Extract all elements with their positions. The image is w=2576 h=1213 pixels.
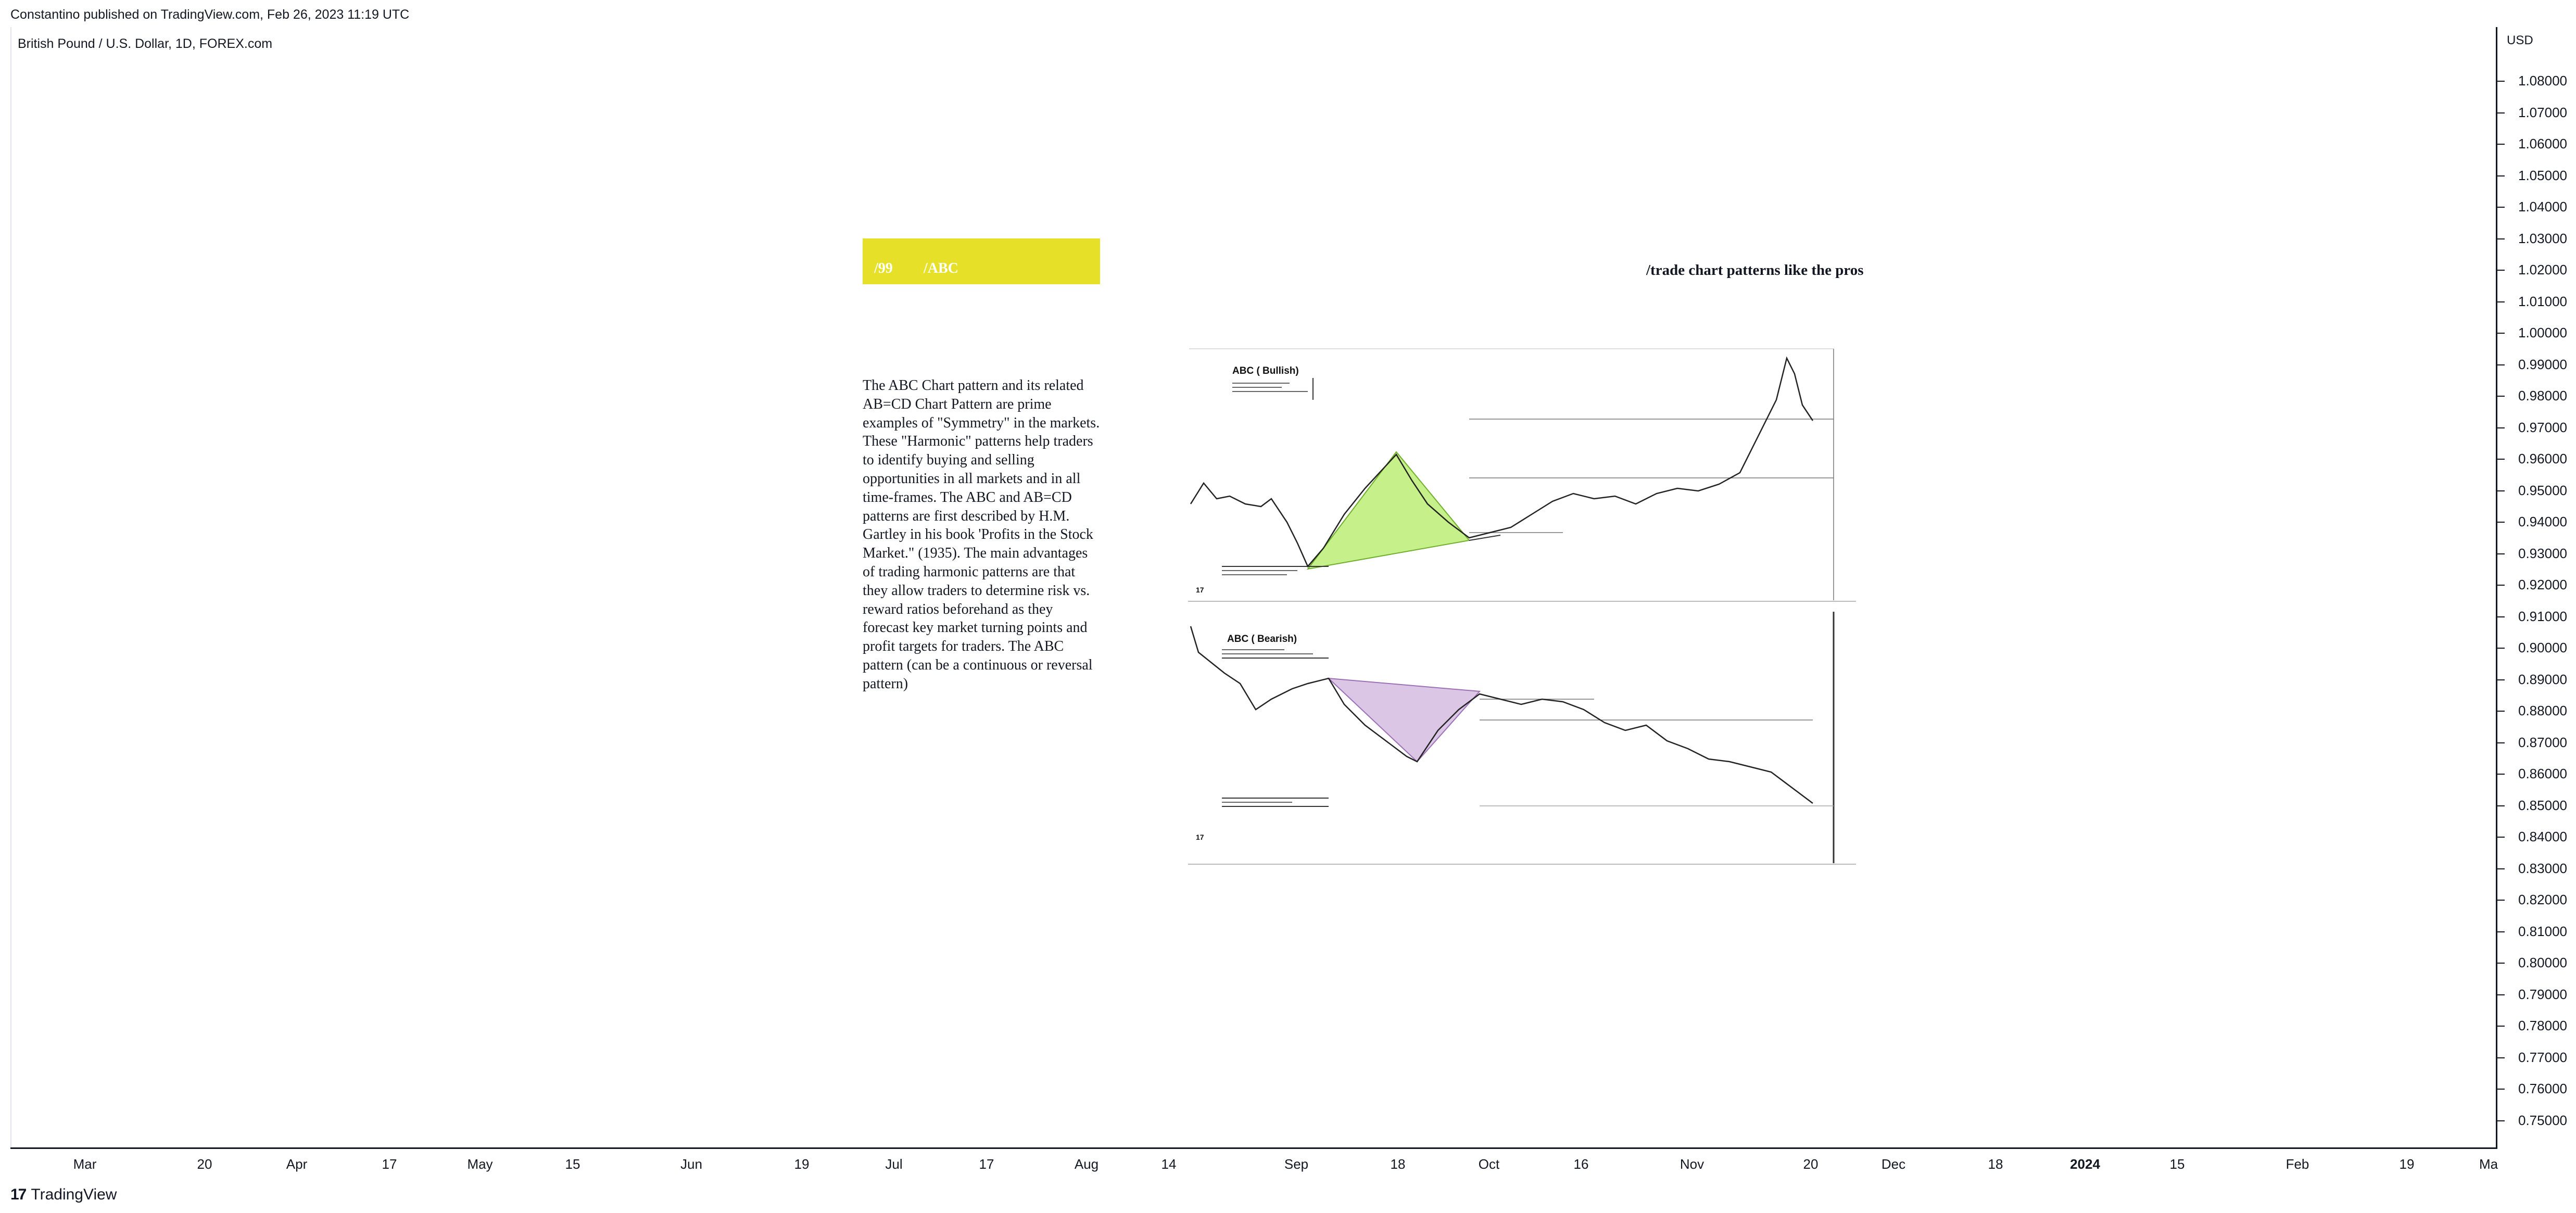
price-tick: 1.05000: [2518, 167, 2567, 183]
price-tick: 1.00000: [2518, 325, 2567, 340]
tradingview-icon: 17: [10, 1186, 26, 1203]
price-tick: 0.80000: [2518, 955, 2567, 970]
time-tick: Dec: [1881, 1156, 1906, 1172]
price-tick: 0.92000: [2518, 577, 2567, 592]
price-tick: 0.85000: [2518, 797, 2567, 813]
bearish-label: ABC ( Bearish): [1227, 634, 1297, 645]
price-tick: 0.93000: [2518, 545, 2567, 561]
currency-label[interactable]: USD: [2507, 33, 2533, 47]
pattern-example-image[interactable]: [1188, 348, 1856, 866]
time-tick: Jun: [680, 1156, 702, 1172]
time-tick: 14: [1161, 1156, 1177, 1172]
title-number: /99: [874, 260, 893, 276]
price-tick: 0.77000: [2518, 1049, 2567, 1065]
time-tick: Sep: [1284, 1156, 1309, 1172]
price-tick: 0.96000: [2518, 451, 2567, 466]
price-tick: 1.08000: [2518, 73, 2567, 89]
price-tick: 0.78000: [2518, 1018, 2567, 1033]
price-tick: 0.89000: [2518, 671, 2567, 687]
time-tick: Feb: [2285, 1156, 2309, 1172]
time-tick: Jul: [885, 1156, 903, 1172]
time-tick: Oct: [1478, 1156, 1500, 1172]
time-tick: Ma: [2479, 1156, 2498, 1172]
time-axis[interactable]: [10, 1147, 2496, 1180]
brand-name: TradingView: [31, 1186, 117, 1203]
price-tick: 0.81000: [2518, 923, 2567, 939]
time-tick: Nov: [1680, 1156, 1704, 1172]
price-tick: 0.79000: [2518, 986, 2567, 1002]
price-tick: 0.82000: [2518, 892, 2567, 907]
tagline-text[interactable]: /trade chart patterns like the pros: [1646, 262, 1864, 279]
time-tick: 15: [565, 1156, 580, 1172]
time-tick: 18: [1390, 1156, 1406, 1172]
price-tick: 0.86000: [2518, 766, 2567, 781]
time-tick: Aug: [1074, 1156, 1099, 1172]
symbol-title[interactable]: British Pound / U.S. Dollar, 1D, FOREX.com: [18, 36, 273, 51]
price-tick: 0.88000: [2518, 703, 2567, 718]
price-tick: 1.02000: [2518, 262, 2567, 277]
time-tick: 19: [794, 1156, 810, 1172]
price-tick: 1.04000: [2518, 199, 2567, 214]
bullish-label: ABC ( Bullish): [1232, 365, 1299, 376]
price-axis[interactable]: [2496, 27, 2576, 1149]
price-tick: 0.95000: [2518, 482, 2567, 498]
thumb-logo-top: 17: [1196, 586, 1204, 594]
title-label: /ABC: [924, 260, 958, 276]
price-tick: 0.75000: [2518, 1112, 2567, 1128]
price-tick: 0.84000: [2518, 829, 2567, 844]
time-tick: 15: [2169, 1156, 2185, 1172]
publisher-line: Constantino published on TradingView.com, Feb 26, 2023 11:19 UTC: [10, 7, 410, 22]
price-tick: 1.06000: [2518, 136, 2567, 151]
time-tick: 17: [979, 1156, 994, 1172]
time-tick: 2024: [2070, 1156, 2100, 1172]
time-tick: Mar: [73, 1156, 97, 1172]
price-tick: 0.76000: [2518, 1081, 2567, 1096]
price-tick: 0.97000: [2518, 419, 2567, 435]
bullish-example-chart: [1188, 348, 1856, 603]
time-tick: 20: [197, 1156, 212, 1172]
price-tick: 0.98000: [2518, 388, 2567, 403]
price-tick: 0.99000: [2518, 356, 2567, 372]
price-tick: 0.94000: [2518, 514, 2567, 529]
time-tick: 16: [1573, 1156, 1589, 1172]
tradingview-logo[interactable]: [10, 1186, 117, 1204]
time-tick: May: [467, 1156, 493, 1172]
price-tick: 0.91000: [2518, 608, 2567, 624]
description-text[interactable]: The ABC Chart pattern and its related AB=CD Chart Pattern are prime examples of "Symmetry" in the markets. These "Harmonic" patterns help traders to identify buying and selling opportunities in all markets and in all time-frames. The ABC and AB=CD patterns are first described by H.M. Gartley in his book 'Profits in the Stock Market." (1935). The main advantages of trading harmonic patterns are that they allow traders to determine risk vs. reward ratios beforehand as they forecast key market turning points and profit targets for traders. The ABC pattern (can be a continuous or reversal pattern): [863, 377, 1100, 692]
thumb-logo-bottom: 17: [1196, 833, 1204, 841]
time-tick: Apr: [286, 1156, 308, 1172]
time-tick: 20: [1803, 1156, 1819, 1172]
bearish-example-chart: [1188, 611, 1856, 866]
time-tick: 19: [2399, 1156, 2415, 1172]
price-tick: 0.90000: [2518, 640, 2567, 655]
price-tick: 0.87000: [2518, 734, 2567, 750]
price-tick: 0.83000: [2518, 860, 2567, 876]
time-tick: 17: [382, 1156, 397, 1172]
price-tick: 1.03000: [2518, 230, 2567, 246]
price-tick: 1.07000: [2518, 104, 2567, 120]
time-tick: 18: [1988, 1156, 2003, 1172]
title-block[interactable]: [863, 238, 1100, 284]
price-tick: 1.01000: [2518, 293, 2567, 309]
